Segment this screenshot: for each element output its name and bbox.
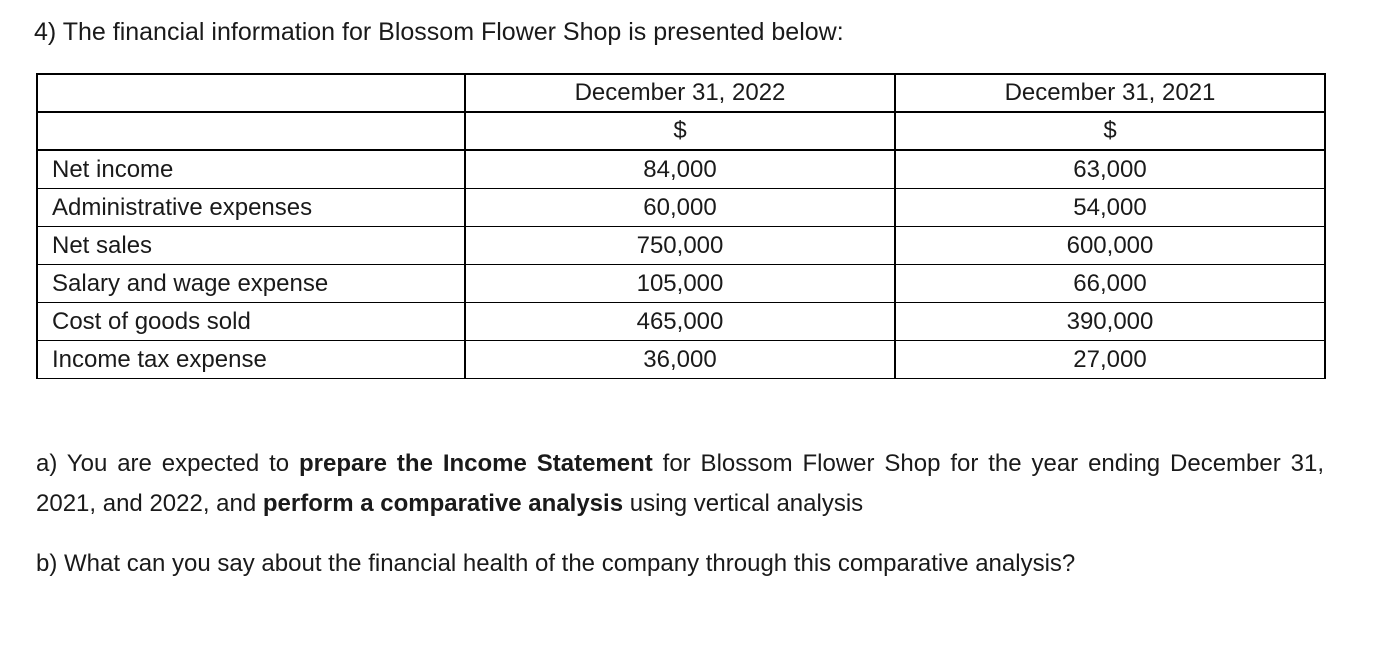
row-value-2022: 750,000 xyxy=(465,227,895,265)
table-row xyxy=(37,303,1325,341)
row-value-2021: 66,000 xyxy=(895,265,1325,303)
table-header-row xyxy=(37,74,1325,112)
row-value-2021: 390,000 xyxy=(895,303,1325,341)
row-value-2022: 84,000 xyxy=(465,150,895,189)
table-row xyxy=(37,265,1325,303)
row-value-2022: 60,000 xyxy=(465,189,895,227)
row-value-2021: 27,000 xyxy=(895,341,1325,379)
question-a-text-1: a) You are expected to xyxy=(36,450,299,477)
header-cell-2021: December 31, 2021 xyxy=(895,74,1325,112)
question-a-bold-2: perform a comparative analysis xyxy=(262,490,624,517)
row-label: Salary and wage expense xyxy=(37,265,465,303)
row-value-2021: 54,000 xyxy=(895,189,1325,227)
financial-table xyxy=(36,73,1326,379)
row-value-2021: 600,000 xyxy=(895,227,1325,265)
question-a-text-3: using vertical analysis xyxy=(623,490,864,517)
question-b: b) What can you say about the financial health of the company through this comparative analysis? xyxy=(36,550,1076,577)
header-cell-2022: December 31, 2022 xyxy=(465,74,895,112)
row-value-2022: 105,000 xyxy=(465,265,895,303)
page-title: 4) The financial information for Blossom Flower Shop is presented below: xyxy=(34,18,844,46)
row-label: Income tax expense xyxy=(37,341,465,379)
currency-cell-blank xyxy=(37,112,465,150)
table-row xyxy=(37,227,1325,265)
question-a-text-2: for Blossom Flower Shop for the year ending December 31, 2021, and 2022, and xyxy=(36,450,1324,517)
row-label: Administrative expenses xyxy=(37,189,465,227)
table-row xyxy=(37,341,1325,379)
question-a xyxy=(36,444,1324,524)
question-a-bold-1: prepare the Income Statement xyxy=(298,450,653,477)
row-label: Net sales xyxy=(37,227,465,265)
currency-cell-2021: $ xyxy=(895,112,1325,150)
row-label: Cost of goods sold xyxy=(37,303,465,341)
currency-row xyxy=(37,112,1325,150)
row-value-2021: 63,000 xyxy=(895,150,1325,189)
table-row xyxy=(37,150,1325,189)
row-value-2022: 465,000 xyxy=(465,303,895,341)
currency-cell-2022: $ xyxy=(465,112,895,150)
row-label: Net income xyxy=(37,150,465,189)
row-value-2022: 36,000 xyxy=(465,341,895,379)
header-cell-blank xyxy=(37,74,465,112)
table-row xyxy=(37,189,1325,227)
